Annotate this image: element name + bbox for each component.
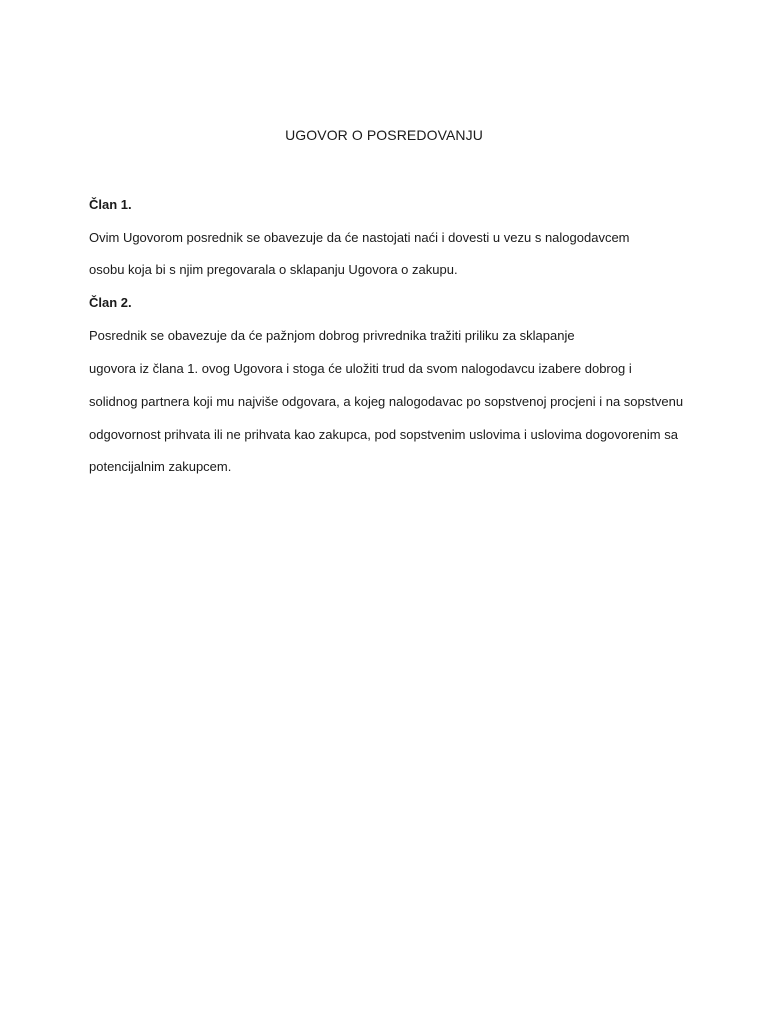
paragraph-line: solidnog partnera koji mu najviše odgovara, a kojeg nalogodavac po sopstvenoj procjeni i na sopstvenu bbox=[89, 394, 684, 409]
paragraph-line: Posrednik se obavezuje da će pažnjom dobrog privrednika tražiti priliku za sklapanje bbox=[89, 328, 575, 343]
paragraph-line: potencijalnim zakupcem. bbox=[89, 459, 232, 474]
document-title: UGOVOR O POSREDOVANJU bbox=[285, 127, 483, 143]
paragraph-line: odgovornost prihvata ili ne prihvata kao zakupca, pod sopstvenim uslovima i uslovima dogovorenim sa bbox=[89, 427, 678, 442]
section-heading-clan-1: Član 1. bbox=[89, 197, 132, 212]
paragraph-line: ugovora iz člana 1. ovog Ugovora i stoga će uložiti trud da svom nalogodavcu izabere dobrog i bbox=[89, 361, 632, 376]
section-heading-clan-2: Član 2. bbox=[89, 295, 132, 310]
paragraph-line: osobu koja bi s njim pregovarala o sklapanju Ugovora o zakupu. bbox=[89, 262, 458, 277]
paragraph-line: Ovim Ugovorom posrednik se obavezuje da će nastojati naći i dovesti u vezu s nalogodavcem bbox=[89, 230, 630, 245]
